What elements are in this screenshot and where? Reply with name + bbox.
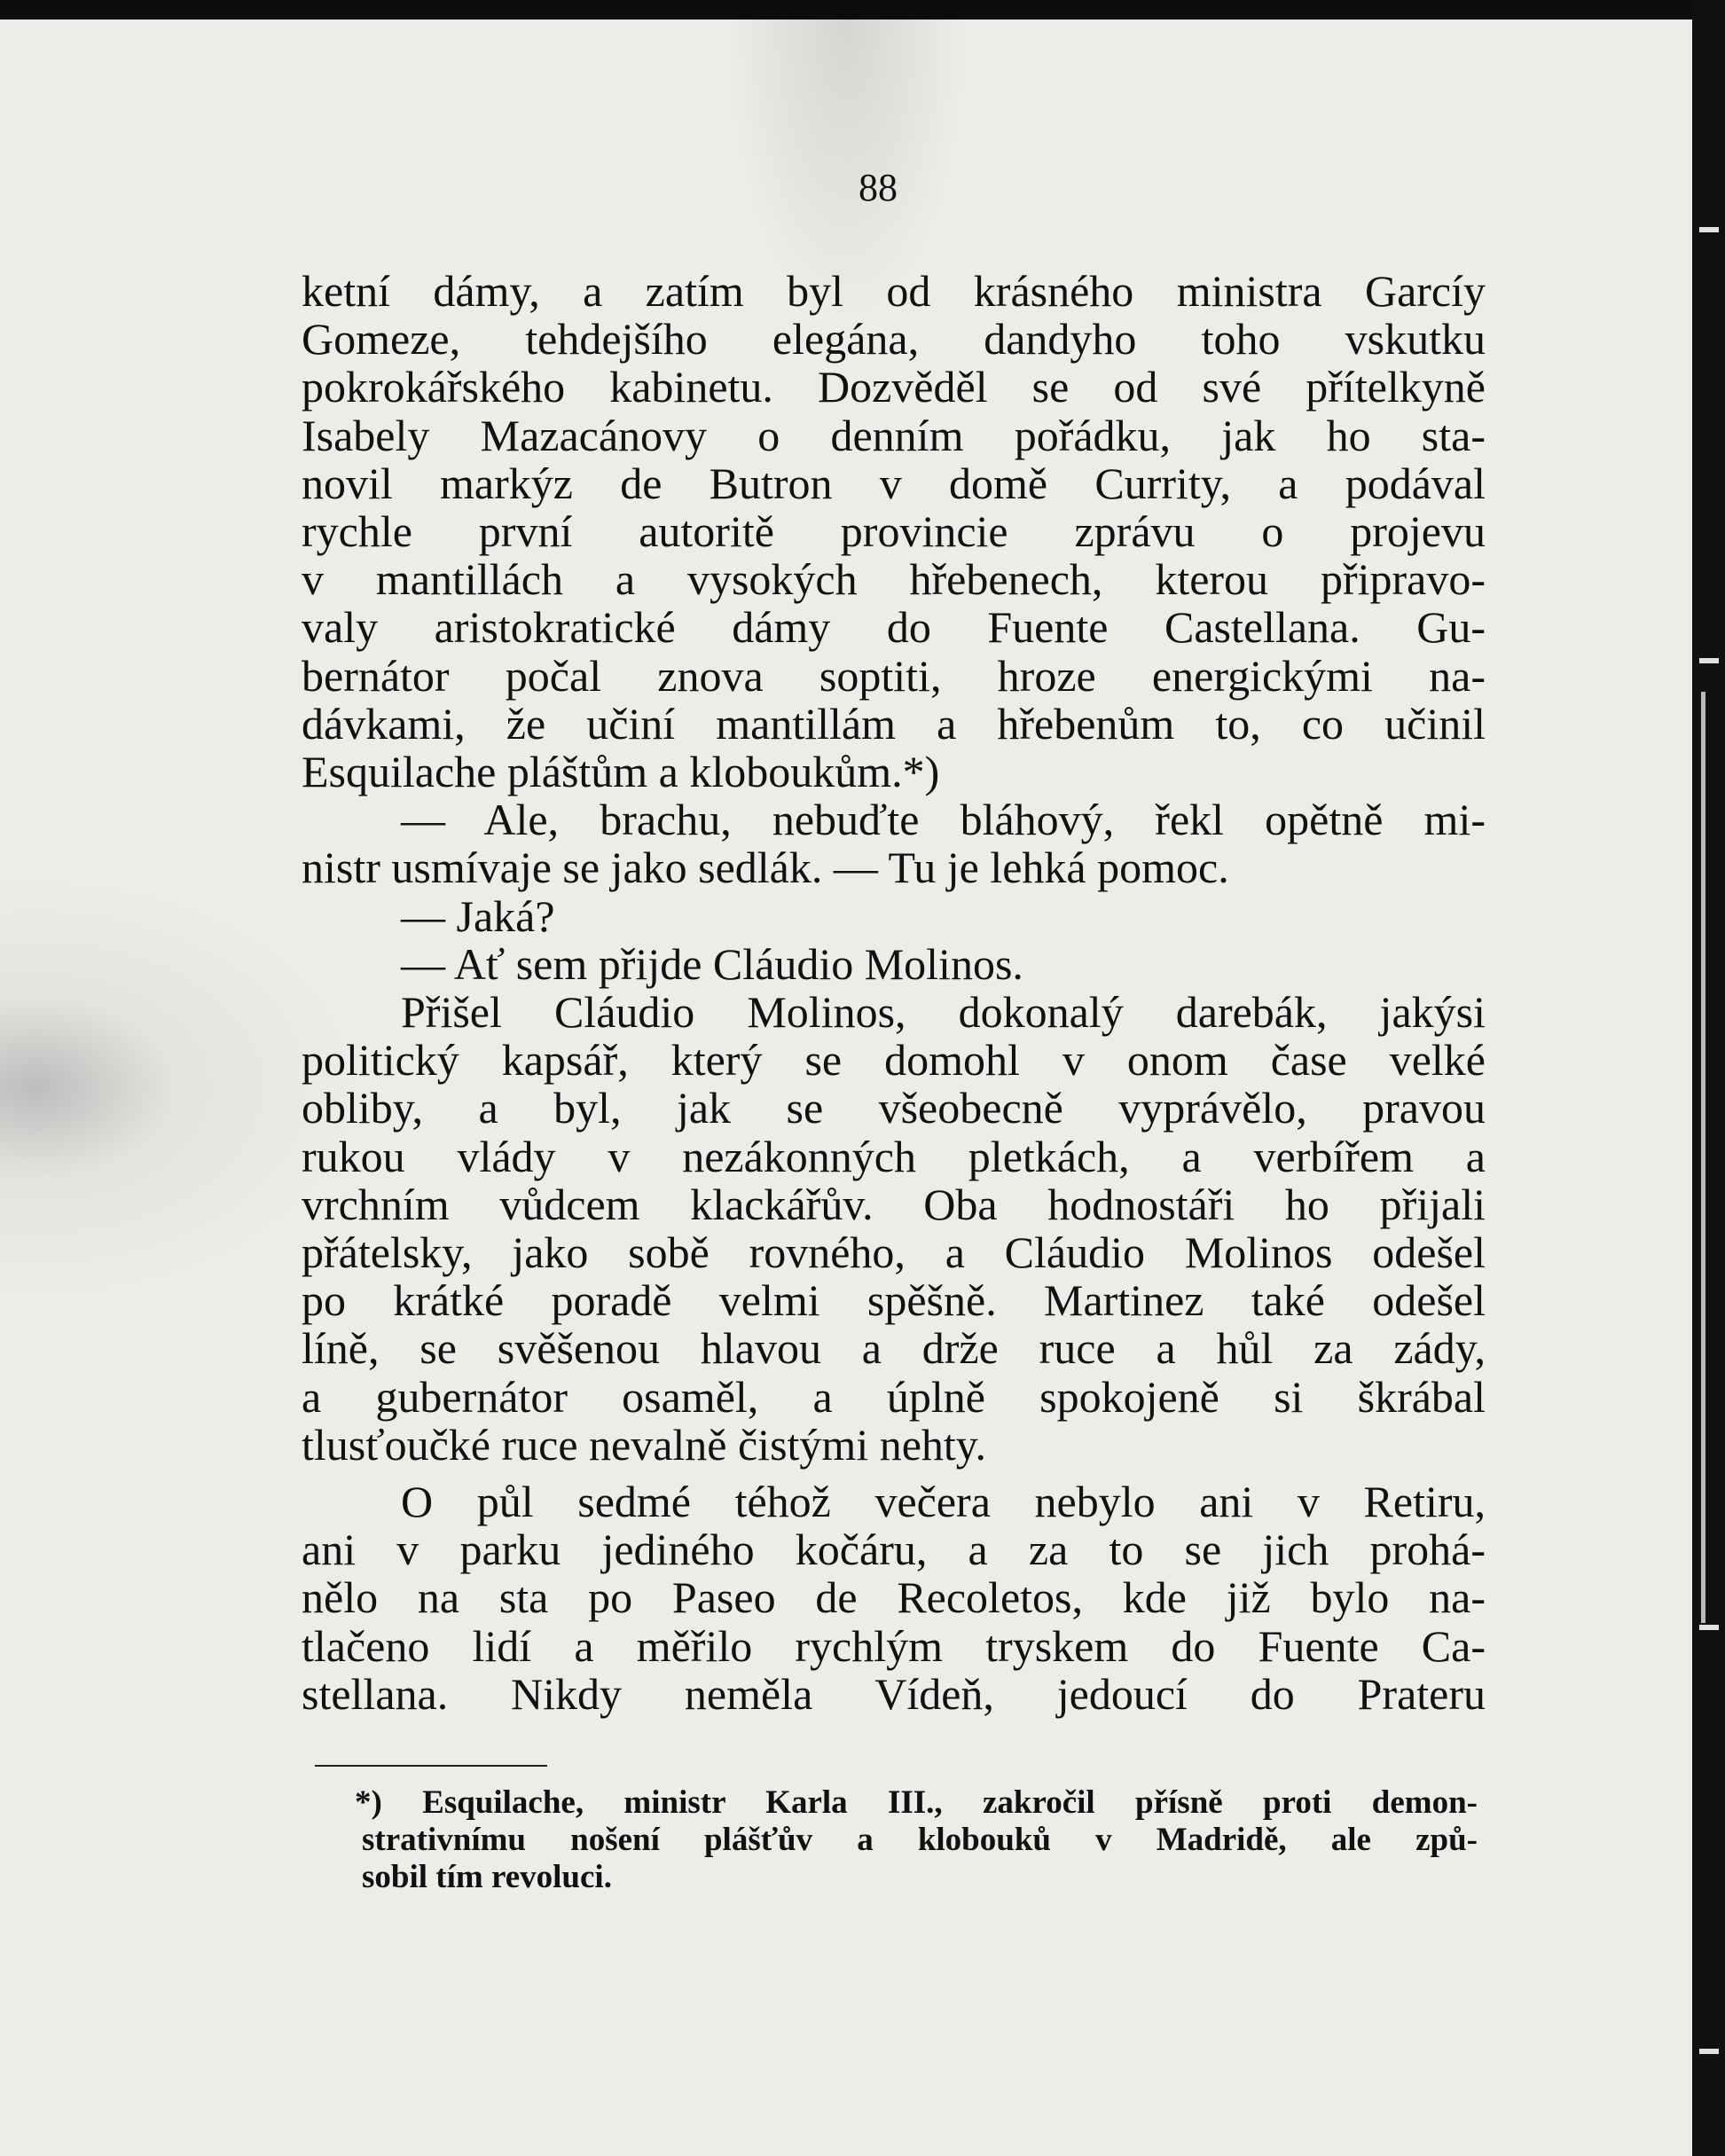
text-line: bernátor počal znova soptiti, hroze energickými na- bbox=[302, 650, 1486, 701]
text-line: Gomeze, tehdejšího elegána, dandyho toho vskutku bbox=[302, 314, 1486, 365]
text-line: v mantillách a vysokých hřebenech, kterou připravo- bbox=[302, 554, 1486, 605]
footnote-rule bbox=[315, 1765, 547, 1767]
text-line: Přišel Cláudio Molinos, dokonalý darebák, jakýsi bbox=[401, 987, 1486, 1038]
edge-mark bbox=[1699, 227, 1719, 232]
text-line: vrchním vůdcem klackářův. Oba hodnostáři ho přijali bbox=[302, 1179, 1486, 1229]
text-line: valy aristokratické dámy do Fuente Castellana. Gu- bbox=[302, 602, 1486, 653]
text-line: po krátké poradě velmi spěšně. Martinez také odešel bbox=[302, 1275, 1486, 1326]
text-line: novil markýz de Butron v domě Currity, a podával bbox=[302, 458, 1486, 508]
text-line: — Jaká? bbox=[401, 890, 555, 941]
page-edge-line bbox=[1701, 692, 1705, 1623]
text-line: ketní dámy, a zatím byl od krásného ministra Garcíy bbox=[302, 266, 1486, 316]
text-line: Esquilache pláštům a kloboukům.*) bbox=[302, 747, 940, 797]
footnote-line: *) Esquilache, ministr Karla III., zakročil přísně proti demon- bbox=[355, 1784, 1478, 1821]
text-line: Isabely Mazacánovy o denním pořádku, jak ho sta- bbox=[302, 410, 1486, 460]
text-line: tlačeno lidí a měřilo rychlým tryskem do Fuente Ca- bbox=[302, 1620, 1486, 1671]
text-line: politický kapsář, který se domohl v onom čase velké bbox=[302, 1035, 1486, 1086]
text-line: rychle první autoritě provincie zprávu o projevu bbox=[302, 506, 1486, 557]
text-line: — Ať sem přijde Cláudio Molinos. bbox=[401, 938, 1023, 989]
text-line: nistr usmívaje se jako sedlák. — Tu je lehká pomoc. bbox=[302, 843, 1229, 893]
text-line: obliby, a byl, jak se všeobecně vyprávělo, pravou bbox=[302, 1083, 1486, 1133]
footnote-line: sobil tím revoluci. bbox=[362, 1859, 612, 1895]
body-text bbox=[302, 267, 1486, 1718]
text-line: a gubernátor osaměl, a úplně spokojeně si škrábal bbox=[302, 1371, 1486, 1422]
text-line: O půl sedmé téhož večera nebylo ani v Retiru, bbox=[401, 1477, 1486, 1527]
text-line: pokrokářského kabinetu. Dozvěděl se od své přítelkyně bbox=[302, 362, 1486, 412]
text-line: rukou vlády v nezákonných pletkách, a verbířem a bbox=[302, 1131, 1486, 1181]
scan-dark-edge bbox=[1692, 0, 1725, 2156]
page-number: 88 bbox=[859, 166, 898, 209]
text-line: — Ale, brachu, nebuďte bláhový, řekl opětně mi- bbox=[401, 795, 1486, 845]
text-line: líně, se svěšenou hlavou a drže ruce a hůl za zády, bbox=[302, 1323, 1486, 1374]
text-line: tlusťoučké ruce nevalně čistými nehty. bbox=[302, 1419, 987, 1470]
text-line: nělo na sta po Paseo de Recoletos, kde již bylo na- bbox=[302, 1572, 1486, 1623]
text-line: přátelsky, jako sobě rovného, a Cláudio Molinos odešel bbox=[302, 1227, 1486, 1278]
edge-mark bbox=[1699, 658, 1719, 663]
footnote bbox=[355, 1784, 1478, 1896]
footnote-line: strativnímu nošení plášťův a klobouků v Madridě, ale způ- bbox=[362, 1822, 1478, 1858]
text-line: stellana. Nikdy neměla Vídeň, jedoucí do Prateru bbox=[302, 1668, 1486, 1719]
text-line: ani v parku jediného kočáru, a za to se jich prohá- bbox=[302, 1525, 1486, 1575]
text-line: dávkami, že učiní mantillám a hřebenům to, co učinil bbox=[302, 698, 1486, 749]
edge-mark bbox=[1699, 2049, 1719, 2054]
edge-mark bbox=[1699, 1625, 1719, 1630]
